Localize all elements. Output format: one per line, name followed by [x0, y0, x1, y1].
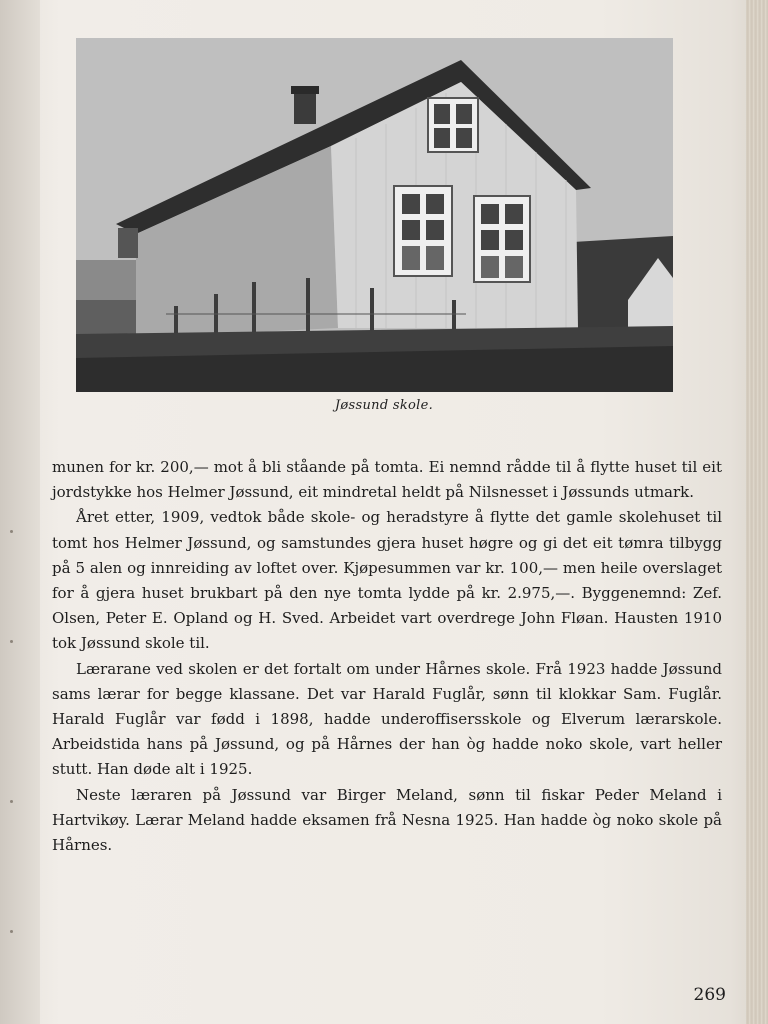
paragraph: Lærarane ved skolen er det fortalt om under Hårnes skole. Frå 1923 hadde Jøssund sams lærar for begge klassane. Det var Harald Fuglår, sønn til klokkar Sam. Fuglår. Harald Fuglår var fødd i 1898, hadde underoffisersskole og Elverum lærarskole. Arbeidstida hans på Jøssund, og på Hårnes der han òg hadde noko skole, vart heller stutt. Han døde alt i 1925. [52, 659, 722, 779]
body-text [52, 455, 722, 858]
photo-caption: Jøssund skole. [334, 398, 434, 413]
paragraph: munen for kr. 200,— mot å bli ståande på tomta. Ei nemnd rådde til å flytte huset til eit jordstykke hos Helmer Jøssund, eit mindretal heldt på Nilsnesset i Jøssunds utmark. [52, 458, 722, 502]
paragraph: Neste læraren på Jøssund var Birger Meland, sønn til fiskar Peder Meland i Hartvikøy. Lærar Meland hadde eksamen frå Nesna 1925. Han hadde òg noko skole på Hårnes. [52, 785, 722, 855]
page-number: 269 [693, 985, 726, 1005]
page-edges [746, 0, 768, 1024]
school-house-photo [76, 38, 673, 392]
binding-gutter [0, 0, 40, 1024]
paragraph: Året etter, 1909, vedtok både skole- og heradstyre å flytte det gamle skolehuset til tomt hos Helmer Jøssund, og samstundes gjera huset høgre og gi det eit tømra tilbygg på 5 alen og innreiding av loftet over. Kjøpesummen var kr. 100,— men heile overslaget for å gjera huset brukbart på den nye tomta lydde på kr. 2.975,—. Byggenemnd: Zef. Olsen, Peter E. Opland og H. Sved. Arbeidet vart overdrege John Fløan. Hausten 1910 tok Jøssund skole til. [52, 508, 722, 653]
